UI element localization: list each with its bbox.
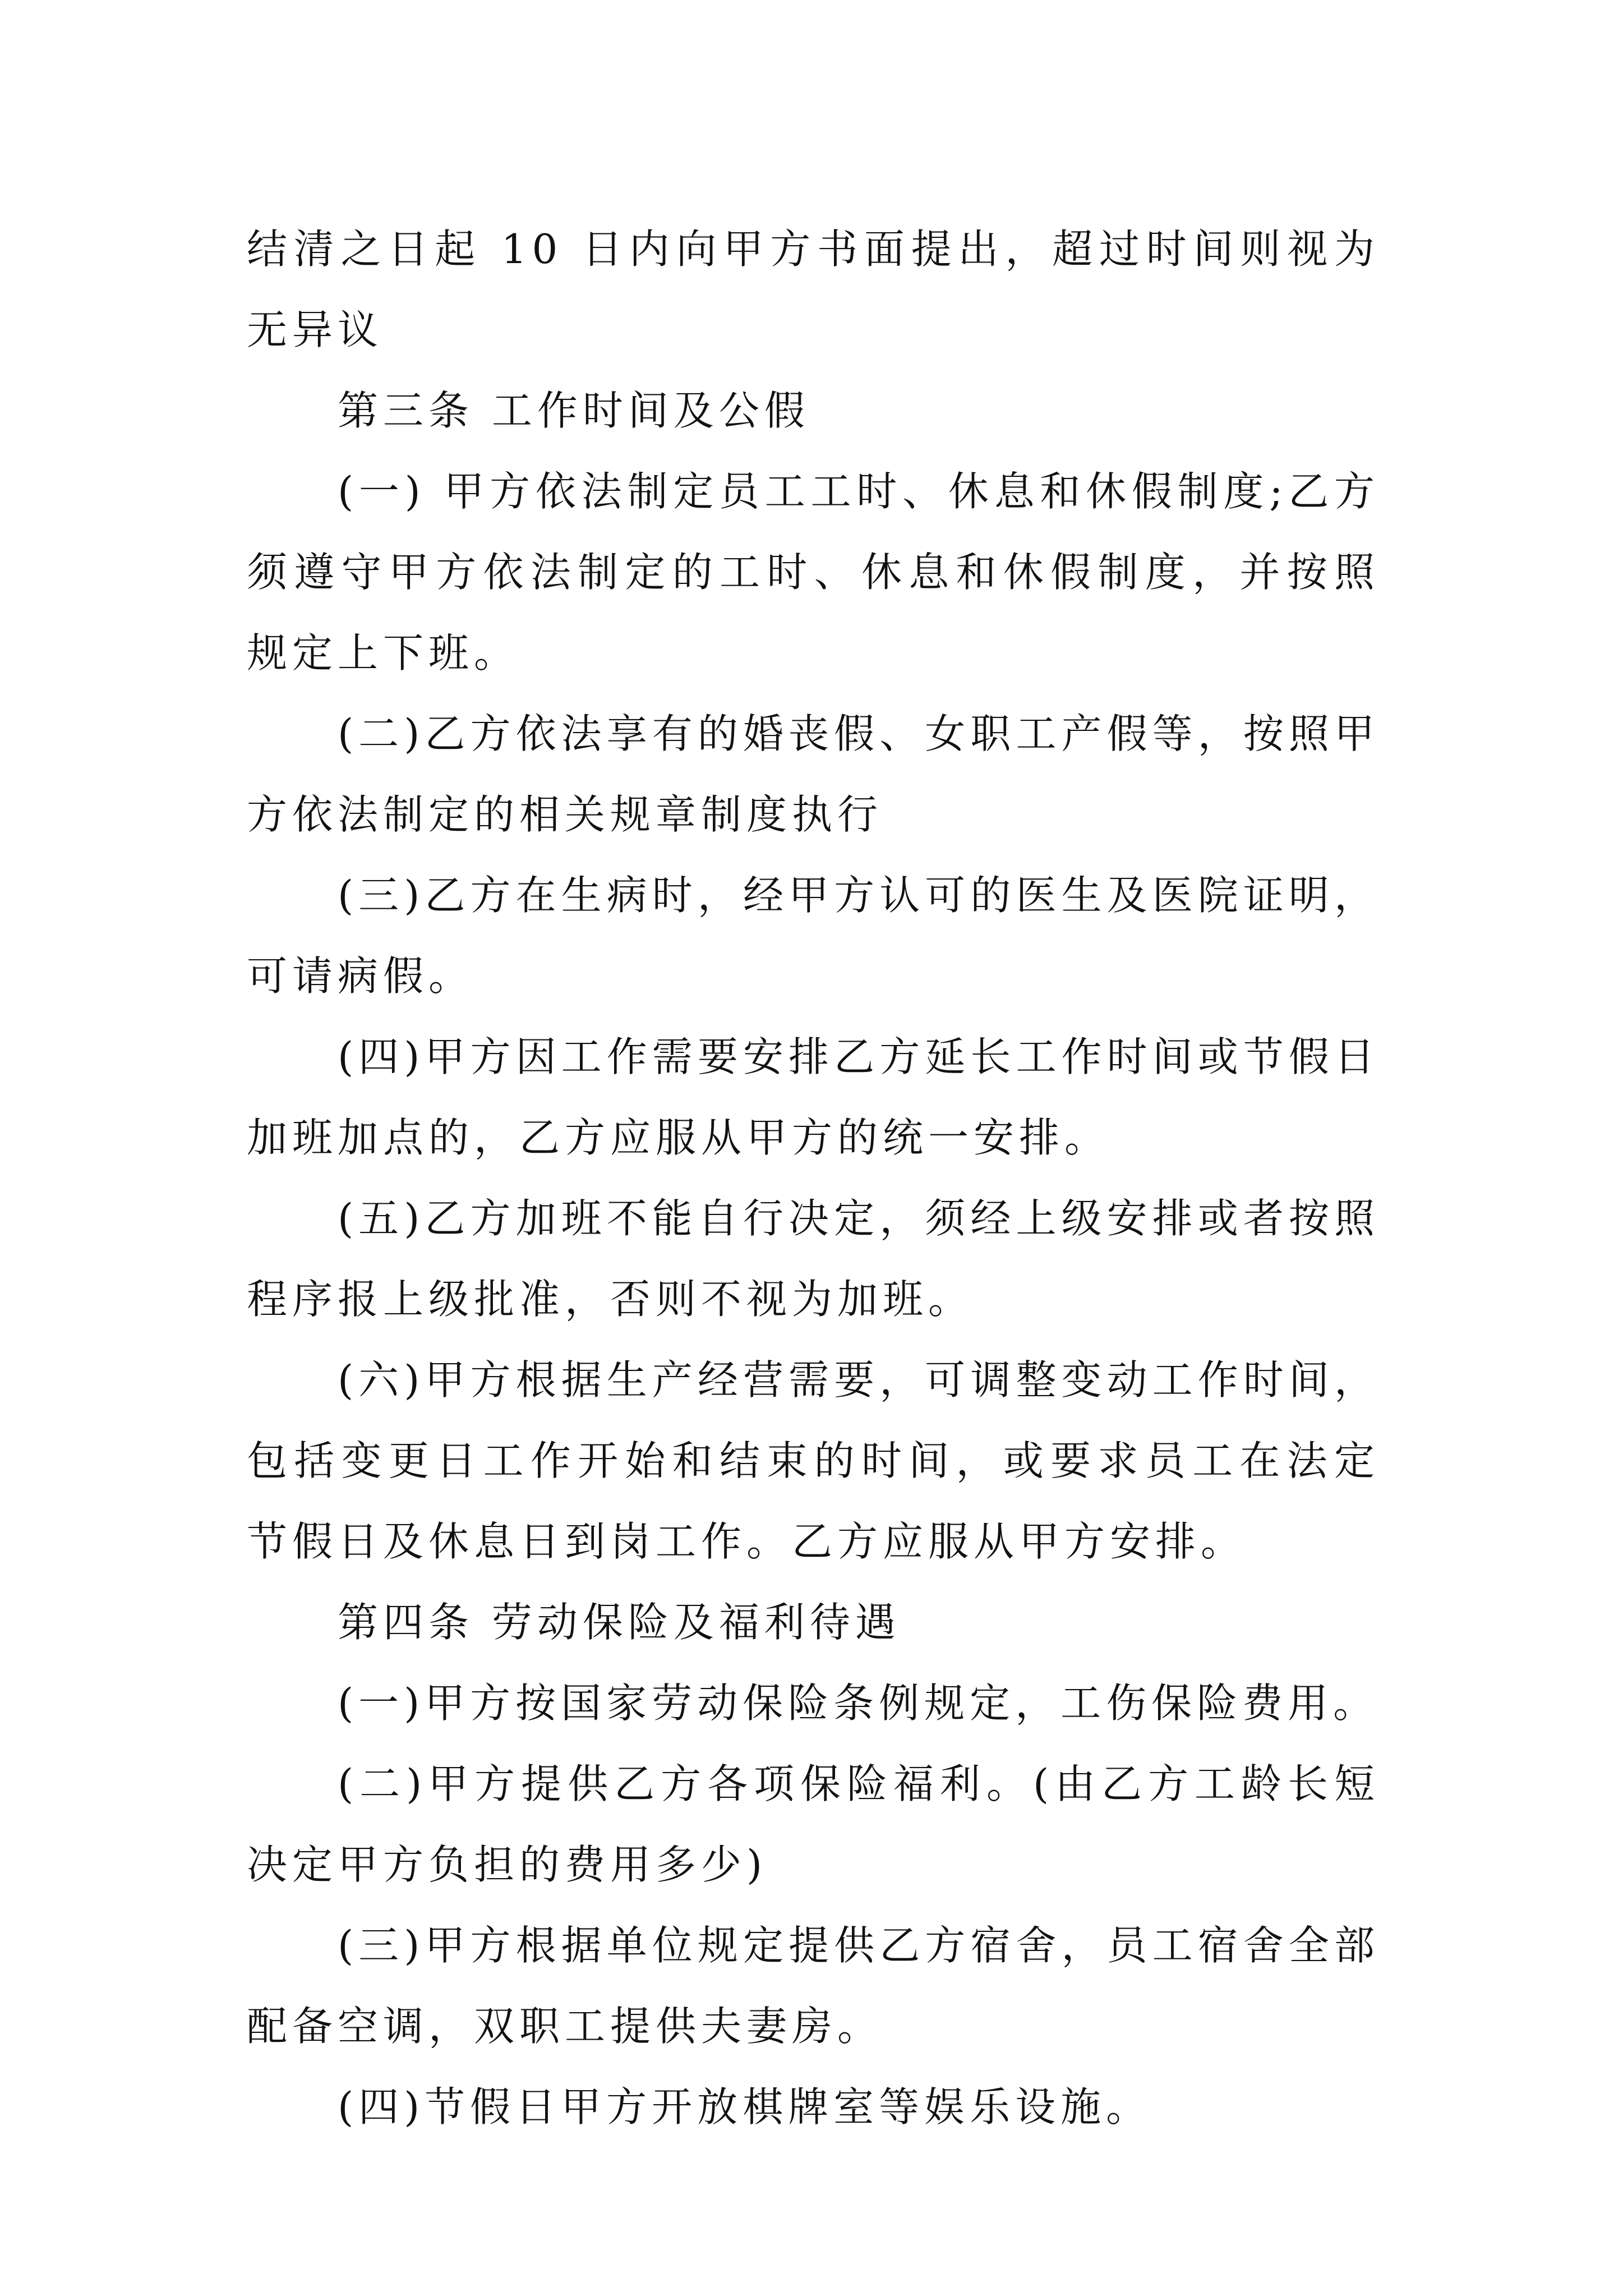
- article-4-clause-1: (一)甲方按国家劳动保险条例规定，工伤保险费用。: [338, 1680, 1379, 1727]
- article-3-clause-1: (一) 甲方依法制定员工工时、休息和休假制度;乙方须遵守甲方依法制定的工时、休息和休假制度，并按照规定上下班。: [247, 468, 1380, 677]
- article-3-clause-4: (四)甲方因工作需要安排乙方延长工作时间或节假日加班加点的，乙方应服从甲方的统一安排。: [247, 1033, 1380, 1161]
- article-4-heading: 第四条 劳动保险及福利待遇: [338, 1599, 901, 1646]
- article-4-clause-4: (四)节假日甲方开放棋牌室等娱乐设施。: [338, 2083, 1152, 2131]
- article-3-heading: 第三条 工作时间及公假: [338, 387, 810, 434]
- article-4-clause-3: (三)甲方根据单位规定提供乙方宿舍，员工宿舍全部配备空调，双职工提供夫妻房。: [247, 1922, 1380, 2050]
- article-3-clause-2: (二)乙方依法享有的婚丧假、女职工产假等，按照甲方依法制定的相关规章制度执行: [247, 710, 1380, 838]
- article-4-clause-2: (二)甲方提供乙方各项保险福利。(由乙方工龄长短决定甲方负担的费用多少): [247, 1760, 1380, 1888]
- article-3-clause-6: (六)甲方根据生产经营需要，可调整变动工作时间，包括变更日工作开始和结束的时间，或要求员工在法定节假日及休息日到岗工作。乙方应服从甲方安排。: [247, 1356, 1380, 1565]
- article-3-clause-3: (三)乙方在生病时，经甲方认可的医生及医院证明，可请病假。: [247, 872, 1380, 1000]
- continuation-paragraph: 结清之日起 10 日内向甲方书面提出，超过时间则视为无异议: [247, 226, 1380, 353]
- article-3-clause-5: (五)乙方加班不能自行决定，须经上级安排或者按照程序报上级批准，否则不视为加班。: [247, 1195, 1380, 1323]
- document-body: [247, 209, 1380, 2147]
